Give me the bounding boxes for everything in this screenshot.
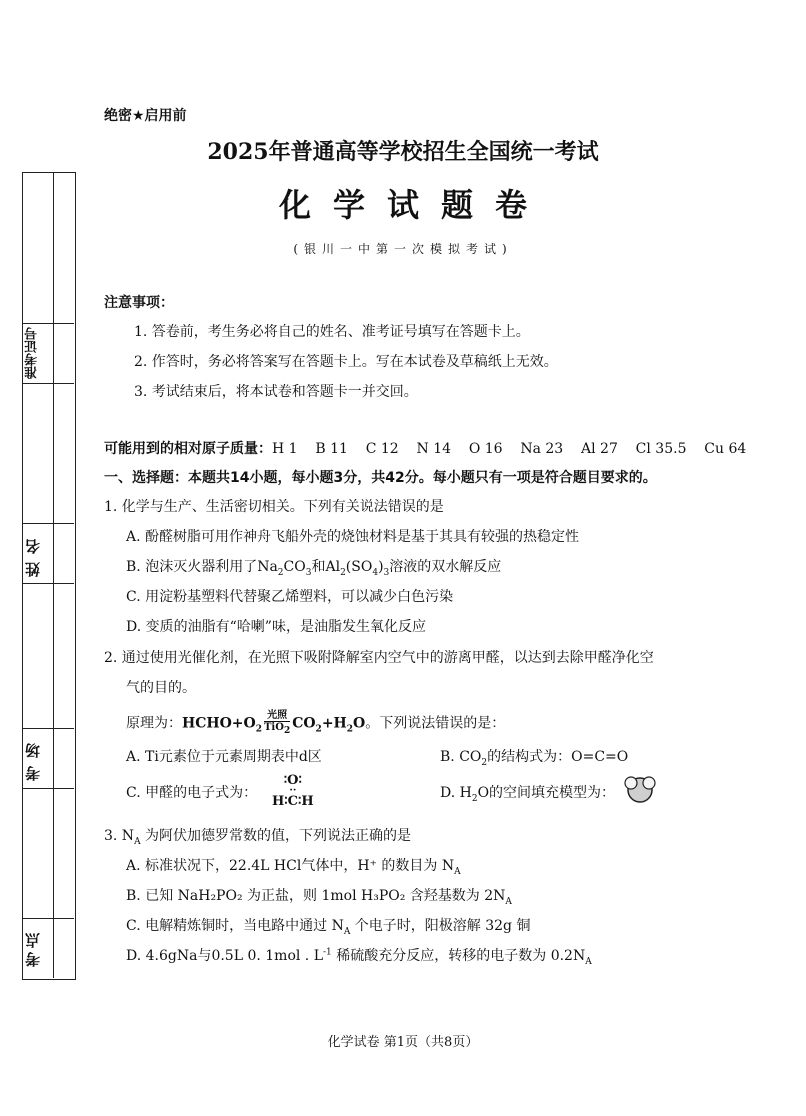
q2d-text: O的空间填充模型为： (477, 785, 616, 801)
binding-box-rule (23, 523, 74, 524)
lewis-bond-pair: ·· (289, 785, 297, 796)
products: +H (321, 715, 347, 732)
binding-box-rule (23, 323, 74, 324)
question-2-stem: 2. 通过使用光催化剂，在光照下吸附降解室内空气中的游离甲醛，以达到去除甲醛净化空 (104, 650, 654, 666)
subject-title: 化学试题卷 (278, 186, 549, 224)
condition-top: 光照 (264, 710, 290, 722)
lewis-oxygen: ∶O∶ (283, 773, 302, 788)
binding-box-rule (23, 728, 74, 729)
question-2-stem-cont: 气的目的。 (126, 680, 196, 696)
notice-item: 1. 答卷前，考生务必将自己的姓名、准考证号填写在答题卡上。 (134, 324, 530, 340)
atomic-masses (104, 438, 746, 458)
reactants: HCHO+O (182, 715, 256, 732)
question-1-option-a: A. 酚醛树脂可用作神舟飞船外壳的烧蚀材料是基于其具有较强的热稳定性 (126, 529, 580, 545)
question-2-option-d: D. $H_2O$的空间填充模型为： (440, 785, 616, 804)
lewis-carbon-row: H∶C∶H (272, 794, 314, 809)
atomic-masses-label: 可能用到的相对原子质量： (104, 441, 272, 457)
question-3-option-a (126, 855, 461, 877)
question-2-option-b: B. $CO_2$的结构式为：O=C=O (440, 749, 629, 768)
question-3-option-c (126, 915, 530, 937)
q3a-text: A. 标准状况下，22.4L HCl气体中，H⁺ 的数目为 N (126, 858, 455, 874)
q1b-text: CO (283, 559, 306, 575)
subtitle: (银川一中第一次模拟考试) (293, 242, 513, 256)
q3-sub: A (134, 836, 141, 847)
binding-box-rule (23, 788, 74, 789)
side-label-name: 姓名 (24, 531, 42, 577)
binding-box (22, 172, 76, 980)
q3-sup: -1 (323, 947, 332, 958)
q3-sub: A (585, 956, 592, 967)
question-1-option-d: D. 变质的油脂有“哈喇”味，是油脂发生氧化反应 (126, 619, 426, 635)
products: O (353, 715, 366, 732)
question-3-option-b (126, 885, 512, 907)
q3b-text: B. 已知 NaH₂PO₂ 为正盐，则 1mol H₃PO₂ 含羟基数为 2N (126, 888, 506, 904)
side-label-site: 考点 (24, 929, 42, 967)
question-2-principle: 原理为：$HCHO+O_2$ $\frac{\text{光照}}{TiO_2}$ $CO_2+H_2O$。下列说法错误的是： (126, 710, 506, 736)
atomic-masses-values: H 1 B 11 C 12 N 14 O 16 Na 23 Al 27 Cl 35.5 Cu 64 (272, 441, 747, 457)
binding-box-rule (23, 383, 74, 384)
q3d-text: D. 4.6gNa与0.5L 0. 1mol . L (126, 948, 324, 964)
principle-label: 原理为： (126, 715, 182, 732)
q2b-text: 的结构式为：O=C=O (487, 749, 629, 765)
question-3-option-d (126, 945, 592, 967)
notice-heading: 注意事项： (104, 295, 174, 311)
side-label-room: 考场 (24, 735, 42, 781)
q2d-text: D. H (440, 785, 472, 801)
q2b-text: B. CO (440, 749, 482, 765)
exam-title: 2025年普通高等学校招生全国统一考试 (207, 139, 599, 165)
notice-item: 3. 考试结束后，将本试卷和答题卡一并交回。 (134, 384, 418, 400)
formaldehyde-lewis-structure (272, 774, 314, 808)
q3c-text: 个电子时，阳极溶解 32g 铜 (350, 918, 531, 934)
question-2-option-a: A. Ti元素位于元素周期表中d区 (126, 749, 322, 765)
question-1-option-b: B. 泡沫灭火器利用了$Na_2CO_3$和$Al_2(SO_4)_3$溶液的双水解反应 (126, 559, 502, 578)
reaction-condition: $\frac{\text{光照}}{TiO_2}$ (263, 710, 291, 736)
products: CO (292, 715, 316, 732)
q1b-text: (SO (345, 559, 373, 575)
q3-sub: A (454, 866, 461, 877)
binding-box-rule (23, 583, 74, 584)
confidential-mark: 绝密★启用前 (104, 108, 187, 124)
water-space-filling-model-icon (622, 774, 658, 806)
condition-bottom: TiO (263, 722, 284, 733)
q1b-text: B. 泡沫灭火器利用了Na (126, 559, 278, 575)
page-footer: 化学试卷 第1页（共8页） (327, 1035, 479, 1050)
q3c-text: C. 电解精炼铜时，当电路中通过 N (126, 918, 344, 934)
notice-item: 2. 作答时，务必将答案写在答题卡上。写在本试卷及草稿纸上无效。 (134, 354, 558, 370)
section-heading: 一、选择题：本题共14小题，每小题3分，共42分。每小题只有一项是符合题目要求的。 (104, 470, 657, 486)
q3-sub: A (505, 896, 512, 907)
question-1-option-c: C. 用淀粉基塑料代替聚乙烯塑料，可以减少白色污染 (126, 589, 454, 605)
q3d-text: 稀硫酸充分反应，转移的电子数为 0.2N (331, 948, 586, 964)
question-2-option-c: C. 甲醛的电子式为： (126, 785, 258, 801)
question-1-stem: 1. 化学与生产、生活密切相关。下列有关说法错误的是 (104, 499, 444, 515)
q3-text: 3. N (104, 828, 135, 844)
q1b-text: 溶液的双水解反应 (389, 559, 502, 575)
q1b-text: 和Al (311, 559, 341, 575)
side-label-ticket: 准考证号 (25, 327, 40, 379)
question-3-stem (104, 825, 411, 847)
q3-text: 为阿伏加德罗常数的值，下列说法正确的是 (140, 828, 412, 844)
q3-sub: A (343, 926, 351, 937)
binding-box-rule (23, 918, 74, 919)
principle-after: 。下列说法错误的是： (365, 715, 506, 732)
